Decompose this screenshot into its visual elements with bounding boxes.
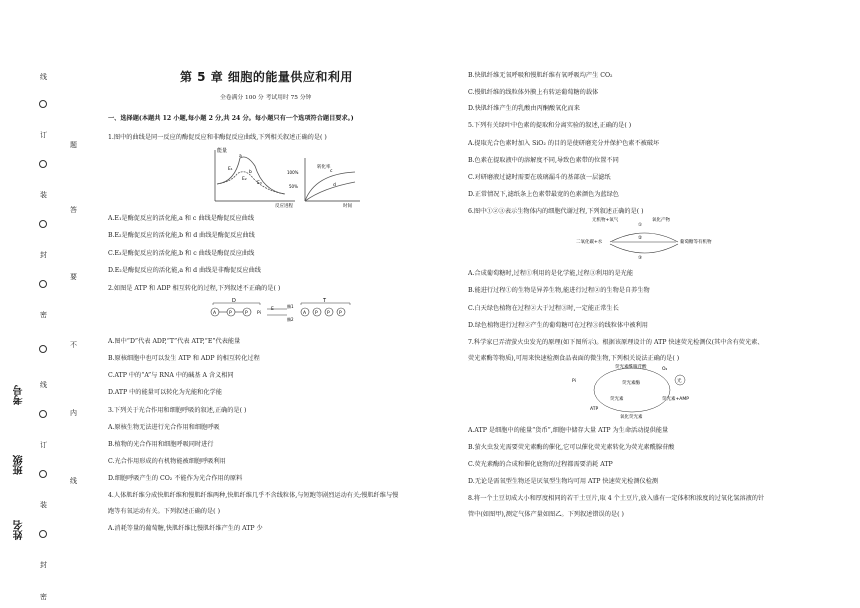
question-3-option-b: B.植物的光合作用和细胞呼吸同时进行 (108, 441, 214, 448)
exam-number-field: 考号 (14, 385, 25, 405)
fig2-enzyme2: 酶2 (287, 317, 294, 322)
page-title: 第 5 章 细胞的能量供应和利用 (180, 70, 353, 84)
svg-text:P: P (229, 311, 232, 316)
question-8: 8.将一个土豆切成大小和厚度相同的若干土豆片,取 4 个土豆片,放入盛有一定体积和浓度的过氧化氢溶液的针 (468, 495, 765, 502)
question-6-option-b: B.能进行过程①的生物是异养生物,能进行过程②的生物是自养生物 (468, 287, 650, 294)
question-1: 1.图中的曲线是同一反应的酶促反应和非酶促反应曲线,下列相关叙述正确的是( ) (108, 134, 327, 141)
fig1-label-a: a (239, 154, 242, 159)
fig6-right: 葡萄糖等有机物 (680, 240, 712, 245)
question-7-option-c: C.荧光素酶的合成和催化底物的过程都需要消耗 ATP (468, 461, 613, 468)
binding-hole (39, 345, 47, 353)
svg-text:A: A (303, 311, 307, 316)
question-4-option-b: B.快肌纤维无氧呼吸和慢肌纤维有氧呼吸均产生 CO₂ (468, 72, 613, 79)
binding-middle-text: 要 (70, 273, 77, 281)
question-5: 5.下列有关绿叶中色素的提取和分离实验的叙述,正确的是( ) (468, 122, 632, 129)
binding-label: 线 (40, 381, 47, 389)
svg-text:氧化荧光素: 氧化荧光素 (620, 415, 643, 420)
binding-hole (39, 160, 47, 168)
fig1-label-d: d (333, 183, 336, 188)
question-7-cont: 荧光素酶等物质),可用来快速检测食品表面的微生物,下列相关说法正确的是( ) (468, 355, 680, 362)
binding-label: 封 (40, 561, 47, 569)
question-5-option-b: B.色素在提取液中的溶解度不同,导致色素带的位置不同 (468, 157, 619, 164)
metabolism-cycle-figure (570, 214, 720, 264)
question-3-option-c: C.光合作用形成的有机物能被细胞呼吸利用 (108, 458, 226, 465)
fig1-xlabel: 反应进程 (275, 204, 293, 208)
fig2-enzyme1: 酶1 (287, 304, 294, 309)
page-subtitle: 全卷满分 100 分 考试用时 75 分钟 (220, 95, 312, 101)
fig2-energy: E (271, 307, 274, 312)
question-1-option-d: D.E₂是酶促反应的活化能,a 和 d 曲线是非酶促反应曲线 (108, 267, 261, 274)
question-2-option-c: C.ATP 中的“A”与 RNA 中的碱基 A 含义相同 (108, 372, 234, 379)
svg-text:光: 光 (677, 379, 682, 384)
question-3: 3.下列关于光合作用和细胞呼吸的叙述,正确的是( ) (108, 407, 247, 414)
svg-text:A: A (213, 311, 217, 316)
binding-hole (39, 470, 47, 478)
binding-label: 线 (40, 73, 47, 81)
fig1-ylabel: 能量 (217, 148, 228, 154)
fig1-label-b: b (249, 170, 252, 175)
question-2-option-d: D.ATP 中的能量可以转化为光能和化学能 (108, 389, 222, 396)
binding-middle-text: 不 (70, 341, 77, 349)
question-2-option-a: A.图中“D”代表 ADP,“T”代表 ATP,“E”代表能量 (108, 338, 241, 345)
binding-middle-text: 线 (70, 477, 77, 485)
svg-text:荧光素酰腺苷酸: 荧光素酰腺苷酸 (615, 365, 647, 370)
binding-label: 封 (40, 251, 47, 259)
svg-text:荧光素+AMP: 荧光素+AMP (662, 397, 689, 402)
svg-text:P: P (339, 311, 342, 316)
question-5-option-c: C.对研磨液过滤时需要在玻璃漏斗的基部放一层滤纸 (468, 174, 611, 181)
question-4-option-a: A.消耗等量的葡萄糖,快肌纤维比慢肌纤维产生的 ATP 少 (108, 525, 263, 532)
question-5-option-a: A.提取光合色素时加入 SiO₂ 的目的是使研磨充分并保护色素不被破坏 (468, 140, 660, 147)
svg-text:ATP: ATP (590, 407, 599, 412)
question-3-option-d: D.细胞呼吸产生的 CO₂ 不能作为光合作用的原料 (108, 475, 243, 482)
fig6-top-right: 氧化产物 (652, 218, 670, 223)
energy-curve-figure (205, 146, 365, 208)
question-3-option-a: A.原核生物无法进行光合作用和细胞呼吸 (108, 424, 220, 431)
question-8-cont: 管中(如图甲),测定气体产量如图乙。下列叙述错误的是( ) (468, 511, 624, 518)
binding-label: 订 (40, 441, 47, 449)
svg-text:P: P (245, 311, 248, 316)
question-1-option-a: A.E₁是酶促反应的活化能,a 和 c 曲线是酶促反应曲线 (108, 215, 255, 222)
fig2-label-t: T (323, 298, 327, 304)
binding-hole (39, 100, 47, 108)
fig2-label-d: D (232, 298, 236, 304)
binding-hole (39, 220, 47, 228)
binding-middle-text: 内 (70, 409, 77, 417)
fig6-left: 二氧化碳+水 (576, 240, 603, 245)
question-7-option-b: B.萤火虫发光需要荧光素酶的催化,它可以催化荧光素转化为荧光素酰腺苷酸 (468, 444, 675, 451)
svg-text:荧光素: 荧光素 (610, 397, 624, 402)
binding-label: 装 (40, 191, 47, 199)
binding-label: 密 (40, 593, 47, 601)
fig1-label-e2: E₂ (242, 177, 247, 182)
binding-hole (39, 530, 47, 538)
question-7: 7.科学家已弄清萤火虫发光的原理(如下图所示)。根据该原理设计的 ATP 快速荧光检测仪(其中含有荧光素、 (468, 339, 764, 346)
question-4: 4.人体肌纤维分成快肌纤维和慢肌纤维两种,快肌纤维几乎不含线粒体,与短跑等剧烈运动有关;慢肌纤维与慢 (108, 492, 399, 499)
fig2-pi: Pi (257, 311, 261, 316)
question-4-option-c: C.慢肌纤维的线粒体外膜上有转运葡萄糖的载体 (468, 89, 599, 96)
svg-text:P: P (327, 311, 330, 316)
question-4-option-d: D.快肌纤维产生的乳酸由丙酮酸氧化而来 (468, 105, 580, 112)
question-1-option-b: B.E₂是酶促反应的活化能,b 和 d 曲线是酶促反应曲线 (108, 232, 255, 239)
name-field: 姓名 (14, 520, 25, 540)
fig1-tick-50: 50% (289, 184, 298, 189)
svg-text:P: P (315, 311, 318, 316)
fig1-label-c: c (330, 169, 333, 174)
class-field: 班级 (14, 455, 25, 475)
question-1-option-c: C.E₃是酶促反应的活化能,b 和 c 曲线是酶促反应曲线 (108, 250, 255, 257)
svg-text:Pi: Pi (572, 379, 576, 384)
question-7-option-d: D.无论是需氧型生物还是厌氧型生物均可用 ATP 快速荧光检测仪检测 (468, 478, 659, 485)
section-heading: 一、选择题(本题共 12 小题,每小题 2 分,共 24 分。每小题只有一个选项符合题目要求。) (108, 115, 354, 122)
binding-strip (0, 0, 80, 608)
svg-text:O₂: O₂ (662, 367, 668, 372)
question-5-option-d: D.正常情况下,滤纸条上色素带最宽的色素颜色为蓝绿色 (468, 191, 619, 198)
question-6-option-c: C.白天绿色植物在过程②大于过程③时,一定能正常生长 (468, 305, 619, 312)
question-6-option-a: A.合成葡萄糖时,过程①利用的是化学能,过程③利用的是光能 (468, 270, 634, 277)
binding-label: 密 (40, 311, 47, 319)
svg-text:③: ③ (638, 256, 643, 261)
question-2: 2.如图是 ATP 和 ADP 相互转化的过程,下列叙述不正确的是( ) (108, 285, 281, 292)
binding-label: 订 (40, 131, 47, 139)
binding-hole (39, 280, 47, 288)
binding-middle-text: 题 (70, 141, 77, 149)
question-2-option-b: B.原核细胞中也可以发生 ATP 和 ADP 的相互转化过程 (108, 355, 260, 362)
binding-middle-text: 答 (70, 206, 77, 214)
fig1-right-xlabel: 时间 (343, 204, 352, 208)
binding-label: 装 (40, 501, 47, 509)
question-4-cont: 跑等有氧运动有关。下列叙述正确的是( ) (108, 508, 220, 515)
question-6: 6.图中①②③表示生物体内的细胞代谢过程,下列叙述正确的是( ) (468, 208, 644, 215)
svg-text:①: ① (638, 223, 643, 228)
fig1-label-e3: E₃ (257, 181, 262, 186)
fig1-right-ylabel: 转化率 (317, 165, 331, 170)
binding-hole (39, 410, 47, 418)
fig1-tick-100: 100% (287, 170, 299, 175)
luciferase-figure (570, 360, 710, 422)
svg-text:②: ② (638, 236, 643, 241)
svg-text:荧光素酶: 荧光素酶 (622, 381, 640, 386)
fig6-top: 无机物+氧气 (592, 218, 619, 223)
question-6-option-d: D.绿色植物进行过程②产生的葡萄糖可在过程③的线粒体中被利用 (468, 322, 648, 329)
atp-adp-figure (205, 297, 355, 327)
fig1-label-e1: E₁ (228, 167, 233, 172)
question-7-option-a: A.ATP 是细胞中的能量“货币”,细胞中储存大量 ATP 为生命活动提供能量 (468, 427, 669, 434)
